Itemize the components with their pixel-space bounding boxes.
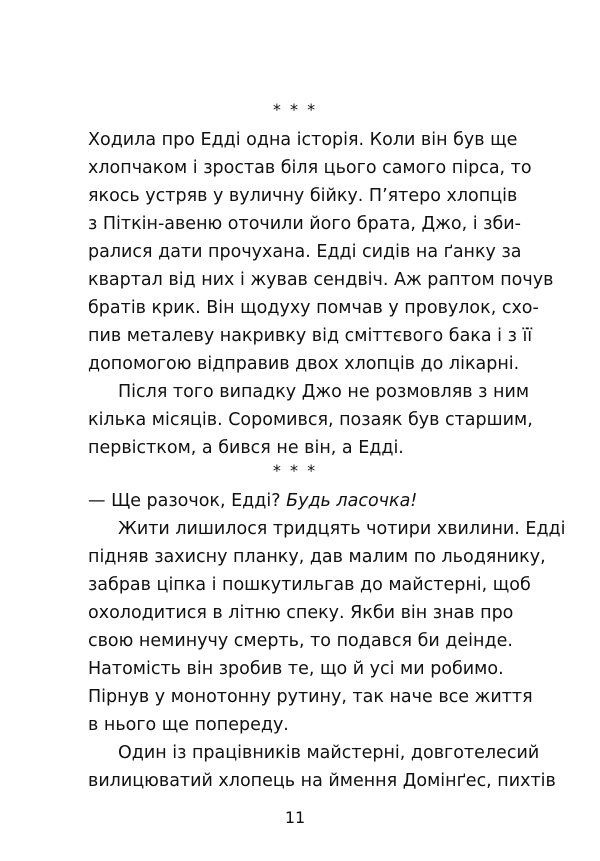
text-line: ралися дати прочухана. Едді сидів на ґанку за [88,242,522,262]
text-line: кілька місяців. Соромився, позаяк був старшим, [88,410,533,430]
text-line: якось устряв у вуличну бійку. П’ятеро хлопців [88,186,518,206]
text-line: охолодитися в літню спеку. Якби він знав про [88,603,514,623]
text-line: хлопчаком і зростав біля цього самого пірса, то [88,158,532,178]
text-line: вилицюватий хлопець на ймення Домінґес, пихтів [88,771,556,791]
text-line: з Піткін-авеню оточили його брата, Джо, і зби- [88,214,521,234]
text-line: свою неминучу смерть, то подався би деінде. [88,631,513,651]
text-line: Один із працівників майстерні, довготелесий [118,743,540,763]
dialogue-italic-text: Будь ласочка! [286,491,418,511]
text-line: забрав ціпка і пошкутильгав до майстерні, щоб [88,575,531,595]
text-line: квартал від них і жував сендвіч. Аж раптом почув [88,270,554,290]
text-line: пив металеву накривку від сміттєвого бака і з її [88,326,533,346]
text-line: Після того випадку Джо не розмовляв з ним [118,382,530,402]
text-line: Натомість він зробив те, що й усі ми робимо. [88,659,504,679]
section-separator: * * * [272,100,318,119]
text-line: Ходила про Едді одна історія. Коли він був ще [88,130,518,150]
dialogue-text: — Ще разочок, Едді? [88,491,287,511]
dialogue-line [88,487,502,515]
section-separator: * * * [272,461,318,480]
text-line: Пірнув у монотонну рутину, так наче все життя [88,687,533,707]
text-line: первістком, а бився не він, а Едді. [88,438,404,458]
text-line: в нього ще попереду. [88,715,289,735]
text-line: Жити лишилося тридцять чотири хвилини. Едді [118,519,566,539]
text-line: братів крик. Він щодуху помчав у провулок, схо- [88,298,539,318]
text-line: допомогою відправив двох хлопців до лікарні. [88,354,520,374]
page-number: 11 [284,808,306,827]
text-line: підняв захисну планку, дав малим по льодянику, [88,547,546,567]
book-page [88,0,566,861]
